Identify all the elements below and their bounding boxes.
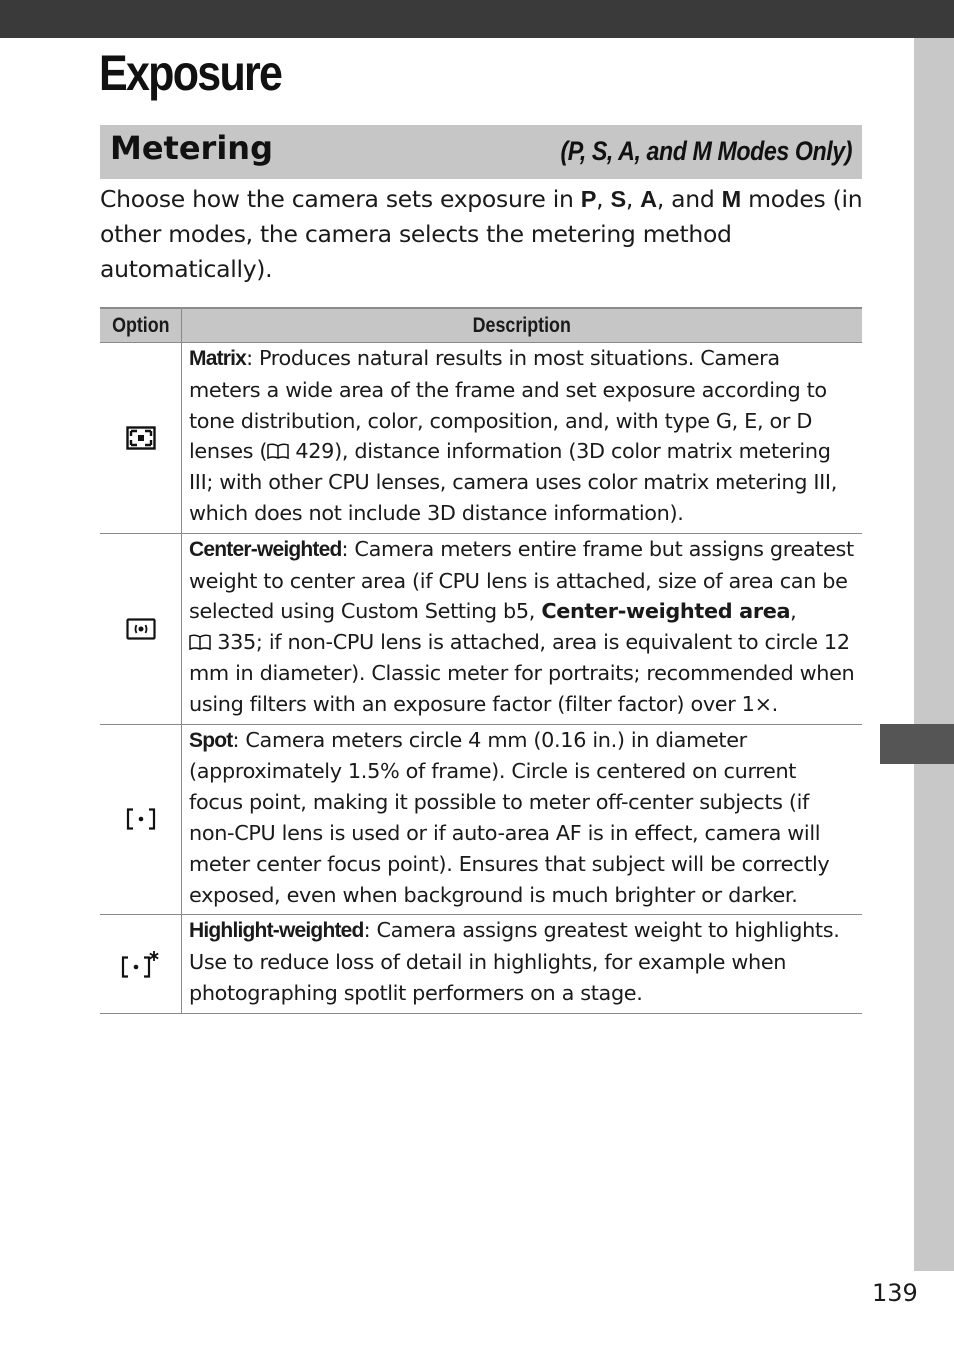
description-text — [182, 343, 862, 533]
section-title: Metering — [110, 129, 273, 167]
book-icon — [189, 634, 211, 650]
page-reference: 335 — [217, 630, 256, 655]
page-reference: 429 — [295, 439, 335, 464]
description-text — [182, 534, 862, 724]
metering-options-table — [100, 307, 862, 1014]
description-segment: : Produces natural results in most situations. Camera meters a wide area of the frame and set exposure according to tone distribution, color, composition, and, with type G, E, or D lenses ( — [189, 346, 827, 464]
chapter-tab — [880, 724, 954, 764]
page-title: Exposure — [99, 45, 282, 101]
mode-m: M — [721, 186, 741, 212]
header-option-label: Option — [111, 313, 170, 337]
table-row — [100, 533, 862, 724]
option-cell — [100, 915, 182, 1013]
table-header-row — [100, 308, 862, 343]
header-option — [100, 308, 182, 343]
intro-text: modes (in other modes, the camera selects the metering method automatically). — [100, 185, 863, 283]
intro-text: , and — [656, 185, 722, 213]
matrix-metering-icon — [126, 426, 156, 450]
description-segment: : Camera meters entire frame but assigns greatest weight to center area (if CPU lens is attached, size of area can be selected using Custom Setting b5, — [189, 536, 854, 624]
description-cell — [182, 343, 863, 534]
table-row — [100, 343, 862, 534]
side-strip — [914, 38, 954, 1271]
description-segment: : Camera assigns greatest weight to highlights. Use to reduce loss of detail in highlights, for example when photographing spotlit performers on a stage. — [189, 918, 840, 1005]
mode-a: A — [640, 186, 657, 212]
option-term: Matrix — [189, 347, 247, 370]
custom-setting-name: Center-weighted area — [541, 599, 791, 624]
mode-s: S — [610, 186, 626, 212]
table-row — [100, 915, 862, 1013]
header-description — [182, 308, 863, 343]
spot-metering-icon — [126, 808, 156, 830]
top-bar — [0, 0, 954, 38]
description-segment: , — [790, 599, 797, 624]
page-number: 139 — [872, 1279, 918, 1307]
mode-p: P — [580, 186, 597, 212]
option-cell — [100, 533, 182, 724]
description-text — [182, 915, 862, 1012]
description-text — [182, 725, 862, 915]
header-description-label: Description — [472, 313, 572, 337]
description-segment: : Camera meters circle 4 mm (0.16 in.) in diameter (approximately 1.5% of frame). Circle is centered on current focus point, making it possible to meter off-center subjects (if non-CPU lens is used or if auto-area AF is in effect, camera will meter center focus point). Ensures that subject will be correctly exposed, even when background is much brighter or darker. — [189, 727, 830, 907]
description-segment: ; if non-CPU lens is attached, area is equivalent to circle 12 mm in diameter). Classic meter for portraits; recommended when using filters with an exposure factor (filter factor) over 1×. — [189, 630, 855, 716]
intro-text: , — [596, 185, 611, 213]
option-cell — [100, 724, 182, 915]
intro-text: , — [625, 185, 641, 213]
intro-text: Choose how the camera sets exposure in — [100, 185, 581, 213]
description-cell — [182, 915, 863, 1013]
table-row — [100, 724, 862, 915]
book-icon — [267, 443, 289, 459]
option-term: Spot — [189, 728, 233, 752]
description-segment: ), distance information (3D color matrix metering III; with other CPU lenses, camera uses color matrix metering III, which does not include 3D distance information). — [189, 439, 837, 525]
center-weighted-metering-icon — [126, 618, 156, 640]
option-cell — [100, 343, 182, 534]
description-cell — [182, 724, 863, 915]
section-modes: (P, S, A, and M Modes Only) — [560, 136, 852, 166]
option-term: Highlight-weighted — [189, 919, 364, 943]
highlight-weighted-metering-icon — [121, 950, 161, 978]
description-cell — [182, 533, 863, 724]
section-header — [100, 125, 862, 179]
intro-paragraph — [100, 182, 870, 287]
option-term: Center-weighted — [189, 537, 342, 561]
